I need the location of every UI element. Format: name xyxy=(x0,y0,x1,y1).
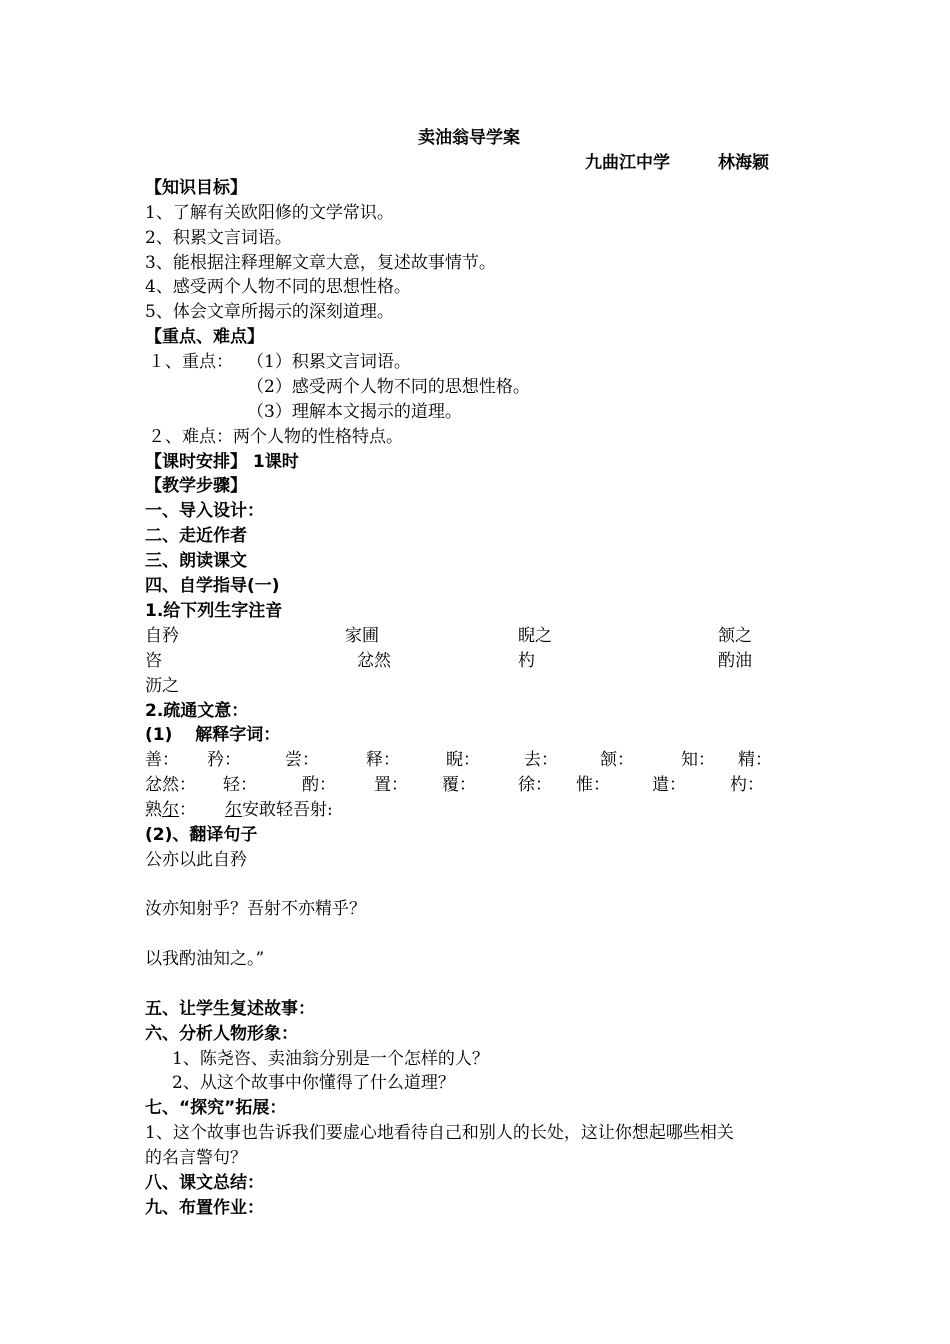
objective-item: 3、能根据注释理解文章大意，复述故事情节。 xyxy=(145,253,496,273)
objectives-heading: 【知识目标】 xyxy=(145,178,247,198)
key-item: （1）积累文言词语。 xyxy=(247,352,411,372)
pinyin-word: 忿然 xyxy=(357,651,391,671)
translate-heading: 2.疏通文意： xyxy=(145,701,249,721)
pinyin-word: 酌油 xyxy=(718,651,752,671)
word-item: 知： xyxy=(681,750,715,770)
words-heading: (1) 解释字词： xyxy=(145,725,281,745)
pinyin-word: 咨 xyxy=(145,651,162,671)
step-7-question-cont: 的名言警句？ xyxy=(145,1148,247,1168)
word-item: 惟： xyxy=(576,775,610,795)
pinyin-word: 家圃 xyxy=(345,626,379,646)
pinyin-word: 自矜 xyxy=(145,626,179,646)
word-item: 善： xyxy=(145,750,179,770)
pinyin-word: 沥之 xyxy=(145,676,179,696)
step-6-question: 2、从这个故事中你懂得了什么道理？ xyxy=(172,1073,455,1093)
word-item-er: 尔安敢轻吾射: xyxy=(225,800,333,820)
step-2: 二、走近作者 xyxy=(145,526,247,546)
word-item: 去： xyxy=(524,750,558,770)
sentence-item: 汝亦知射乎？吾射不亦精乎？ xyxy=(145,899,366,919)
difficult-point: ２、难点：两个人物的性格特点。 xyxy=(148,427,403,447)
sentence-item: 以我酌油知之。” xyxy=(145,949,265,969)
steps-heading: 【教学步骤】 xyxy=(145,476,247,496)
step-9: 九、布置作业： xyxy=(145,1198,264,1218)
step-6-question: 1、陈尧咨、卖油翁分别是一个怎样的人？ xyxy=(172,1049,489,1069)
word-item: 遣： xyxy=(652,775,686,795)
objective-item: 4、感受两个人物不同的思想性格。 xyxy=(145,277,411,297)
word-item-shuer: 熟尔： xyxy=(145,800,196,820)
step-7: 七、“探究”拓展： xyxy=(145,1098,287,1118)
word-item: 覆： xyxy=(442,775,476,795)
step-8: 八、课文总结： xyxy=(145,1173,264,1193)
sentences-heading: (2)、翻译句子 xyxy=(145,825,258,845)
pinyin-word: 颔之 xyxy=(718,626,752,646)
pinyin-word: 杓 xyxy=(518,651,535,671)
word-item: 徐： xyxy=(518,775,552,795)
word-item: 矜： xyxy=(207,750,241,770)
word-item: 尝： xyxy=(285,750,319,770)
schedule: 【课时安排】 1课时 xyxy=(145,452,299,472)
word-item: 置： xyxy=(374,775,408,795)
sentence-item: 公亦以此自矜 xyxy=(145,850,247,870)
page-title: 卖油翁导学案 xyxy=(418,128,520,148)
step-6: 六、分析人物形象： xyxy=(145,1024,298,1044)
key-points-heading: 【重点、难点】 xyxy=(145,327,264,347)
word-item: 释： xyxy=(366,750,400,770)
step-1: 一、导入设计： xyxy=(145,501,264,521)
step-5: 五、让学生复述故事： xyxy=(145,999,315,1019)
step-7-question: 1、这个故事也告诉我们要虚心地看待自己和别人的长处，这让你想起哪些相关 xyxy=(145,1123,734,1143)
key-label: １、重点： xyxy=(148,352,233,372)
pinyin-heading: 1.给下列生字注音 xyxy=(145,601,283,621)
word-item: 杓： xyxy=(730,775,764,795)
word-item: 轻： xyxy=(223,775,257,795)
author-school: 九曲江中学 xyxy=(585,153,670,173)
key-item: （2）感受两个人物不同的思想性格。 xyxy=(247,377,530,397)
objective-item: 5、体会文章所揭示的深刻道理。 xyxy=(145,302,394,322)
author-name: 林海颖 xyxy=(718,153,769,173)
word-item: 酌： xyxy=(302,775,336,795)
objective-item: 1、了解有关欧阳修的文学常识。 xyxy=(145,203,394,223)
word-item: 睨： xyxy=(446,750,480,770)
word-item: 颔： xyxy=(600,750,634,770)
step-3: 三、朗读课文 xyxy=(145,551,247,571)
step-4: 四、自学指导(一) xyxy=(145,576,280,596)
word-item: 忿然： xyxy=(145,775,196,795)
objective-item: 2、积累文言词语。 xyxy=(145,228,292,248)
key-item: （3）理解本文揭示的道理。 xyxy=(247,402,462,422)
word-item: 精： xyxy=(738,750,772,770)
pinyin-word: 睨之 xyxy=(518,626,552,646)
